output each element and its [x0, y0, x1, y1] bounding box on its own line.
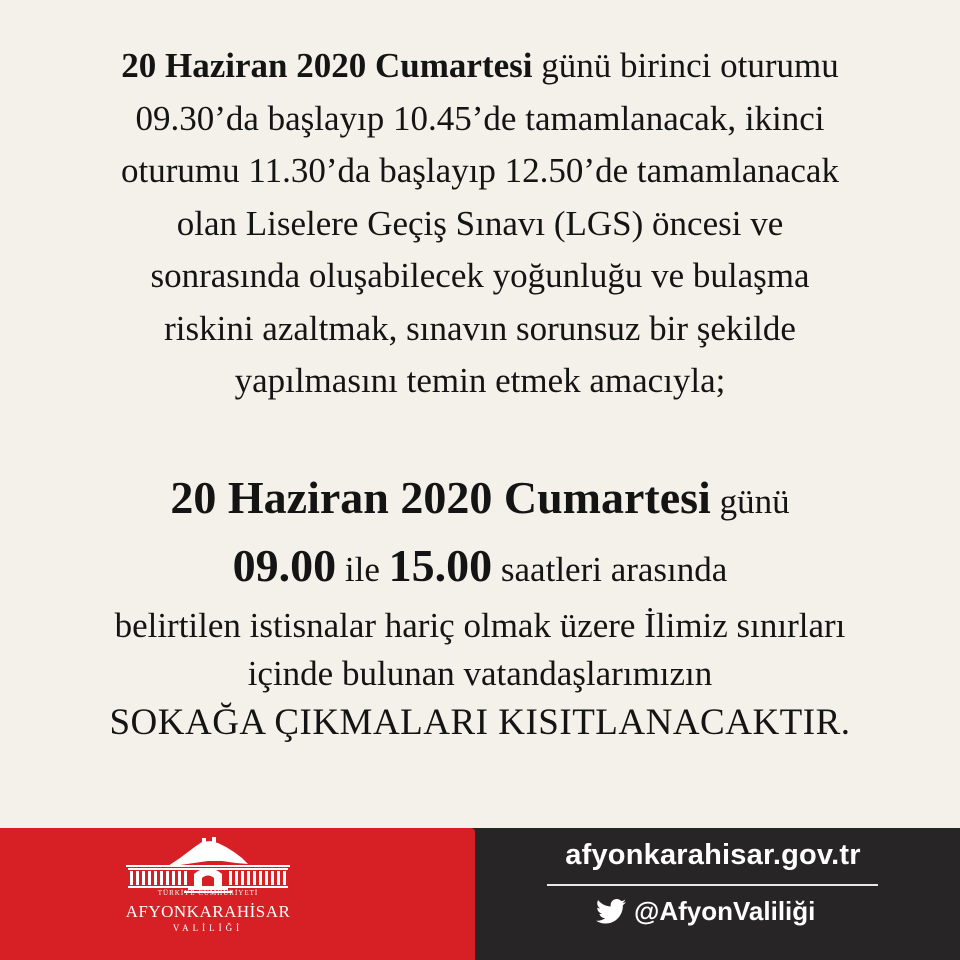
- logo-subtitle-bottom: VALİLİĞİ: [172, 923, 244, 933]
- intro-paragraph: [0, 40, 960, 408]
- footer-banner: [0, 828, 960, 960]
- footer-divider: [547, 884, 878, 886]
- intro-line-5: sonrasında oluşabilecek yoğunluğu ve bulaşma: [150, 256, 810, 295]
- curfew-saatleri: saatleri arasında: [492, 550, 728, 589]
- twitter-handle: @AfyonValiliği: [634, 895, 816, 926]
- twitter-link[interactable]: [596, 892, 815, 930]
- curfew-hours-line: [0, 534, 960, 602]
- curfew-line-3: belirtilen istisnalar hariç olmak üzere İlimiz sınırları: [114, 606, 846, 645]
- intro-line-4: olan Liselere Geçiş Sınavı (LGS) öncesi ve: [176, 203, 784, 243]
- twitter-bird-icon: [596, 899, 626, 924]
- curfew-date-line: [0, 466, 960, 534]
- logo-subtitle-top: TÜRKİYE CUMHURİYETİ: [157, 889, 259, 897]
- curfew-start-time: 09.00: [232, 540, 337, 591]
- curfew-line-5: SOKAĞA ÇIKMALARI KISITLANACAKTIR.: [109, 702, 851, 743]
- website-link[interactable]: afyonkarahisar.gov.tr: [565, 839, 861, 871]
- intro-line-7: yapılmasını temin etmek amacıyla;: [234, 361, 726, 400]
- curfew-paragraph: [0, 466, 960, 748]
- curfew-end-time: 15.00: [388, 540, 493, 591]
- intro-date: 20 Haziran 2020 Cumartesi: [121, 46, 533, 85]
- curfew-ile: ile: [336, 550, 389, 589]
- intro-line-3: oturumu 11.30’da başlayıp 12.50’de tamamlanacak: [121, 151, 839, 190]
- curfew-day-word: günü: [710, 482, 790, 521]
- intro-line-1: [0, 40, 960, 93]
- intro-line-6: riskini azaltmak, sınavın sorunsuz bir şekilde: [164, 308, 796, 348]
- curfew-line-4: içinde bulunan vatandaşlarımızın: [247, 654, 713, 693]
- intro-line-1-rest: günü birinci oturumu: [532, 46, 839, 85]
- intro-line-2: 09.30’da başlayıp 10.45’de tamamlanacak, ikinci: [135, 98, 825, 138]
- curfew-date: 20 Haziran 2020 Cumartesi: [170, 472, 711, 523]
- logo-title: AFYONKARAHİSAR: [125, 902, 291, 921]
